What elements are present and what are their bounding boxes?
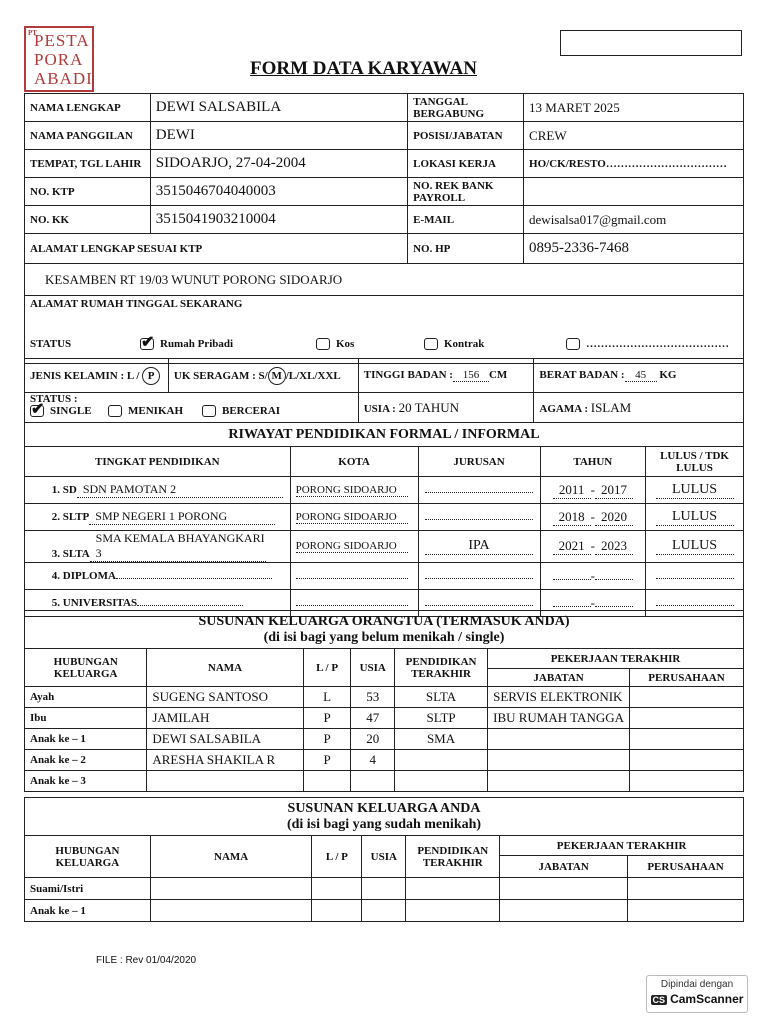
own-family-table (24, 797, 744, 922)
logo-line-1: PESTA (34, 31, 90, 50)
edu-tahun-selesai[interactable]: 2020 (595, 509, 633, 526)
ortu-header-usia: USIA (351, 649, 395, 687)
edu-jurusan[interactable] (425, 605, 533, 606)
edu-header-kota: KOTA (290, 447, 418, 477)
ortu-lp[interactable]: P (303, 750, 351, 771)
kel-header-pend: PENDIDIKAN TERAKHIR (406, 836, 500, 878)
seragam-cell (168, 359, 358, 393)
posisi-field[interactable]: CREW (524, 122, 744, 150)
alamat-sekarang-cell (25, 296, 744, 364)
kel-nama[interactable] (150, 878, 312, 900)
kel-header-lp: L / P (312, 836, 362, 878)
ortu-usia[interactable]: 20 (351, 729, 395, 750)
edu-level-cell (25, 504, 291, 531)
parent-family-subtitle: (di isi bagi yang belum menikah / single) (263, 629, 505, 645)
ortu-pend[interactable] (394, 771, 487, 792)
kel-perusahaan[interactable] (628, 900, 744, 922)
ortu-nama[interactable]: ARESHA SHAKILA R (147, 750, 303, 771)
edu-level: SD (62, 484, 77, 496)
nama-panggilan-field[interactable]: DEWI (150, 122, 407, 150)
edu-level-cell (25, 563, 291, 590)
edu-level: DIPLOMA (62, 570, 116, 582)
menikah-checkbox[interactable] (108, 405, 122, 417)
file-revision: FILE : Rev 01/04/2020 (96, 955, 197, 966)
kk-label: NO. KK (25, 206, 151, 234)
kel-header-jabatan: JABATAN (500, 856, 628, 878)
kos-checkbox[interactable] (316, 338, 330, 350)
edu-header-lulus: LULUS / TDK LULUS (646, 447, 744, 477)
edu-jurusan[interactable] (425, 492, 533, 493)
ortu-pend[interactable]: SLTA (394, 687, 487, 708)
kel-header-usia: USIA (362, 836, 406, 878)
ortu-hub: Anak ke – 2 (25, 750, 147, 771)
ortu-jabatan[interactable] (488, 771, 630, 792)
camscanner-line1: Dipindai dengan (660, 979, 734, 990)
seragam-options: /L/XL/XXL (285, 369, 341, 382)
own-family-title: SUSUNAN KELUARGA ANDA (287, 800, 481, 816)
edu-no: 4. (51, 570, 60, 582)
education-row: 3. SLTASMA KEMALA BHAYANGKARI 3 PORONG SIDOARJO IPA 2021 - 2023 LULUS (25, 531, 744, 563)
edu-level: SLTP (62, 511, 90, 523)
parent-family-row (25, 708, 744, 729)
kel-usia[interactable] (362, 900, 406, 922)
ortu-header-perusahaan: PERUSAHAAN (630, 669, 744, 687)
education-table (24, 422, 744, 617)
ortu-header-jabatan: JABATAN (488, 669, 630, 687)
ttl-label: TEMPAT, TGL LAHIR (25, 150, 151, 178)
company-logo (24, 26, 94, 92)
email-label: E-MAIL (408, 206, 524, 234)
agama-field[interactable]: ISLAM (590, 399, 632, 415)
education-row: 2. SLTP SMP NEGERI 1 PORONG PORONG SIDOARJO 2018 - 2020 LULUS (25, 504, 744, 531)
kos-label: Kos (336, 338, 355, 350)
edu-tahun-mulai[interactable]: 2021 (553, 538, 591, 555)
ortu-usia[interactable] (351, 771, 395, 792)
lokasi-field[interactable]: HO/CK/RESTO…………………………… (524, 150, 744, 178)
ortu-header-pekerjaan: PEKERJAAN TERAKHIR (488, 649, 744, 669)
kel-nama[interactable] (150, 900, 312, 922)
ktp-label: NO. KTP (25, 178, 151, 206)
agama-cell (534, 393, 744, 423)
education-row: 4. DIPLOMA - (25, 563, 744, 590)
edu-tahun-mulai[interactable] (553, 606, 591, 607)
edu-lulus[interactable] (656, 605, 734, 606)
ortu-pend[interactable] (394, 750, 487, 771)
parent-family-title: SUSUNAN KELUARGA ORANGTUA (TERMASUK ANDA) (198, 613, 570, 629)
education-row: 1. SD SDN PAMOTAN 2 PORONG SIDOARJO 2011 - 2017 LULUS (25, 477, 744, 504)
tanggal-bergabung-field[interactable]: 13 MARET 2025 (524, 94, 744, 122)
own-family-row (25, 900, 744, 922)
ortu-perusahaan[interactable] (630, 771, 744, 792)
tinggi-cell (358, 359, 534, 393)
kel-header-pekerjaan: PEKERJAAN TERAKHIR (500, 836, 744, 856)
edu-header-level: TINGKAT PENDIDIKAN (25, 447, 291, 477)
edu-tahun-selesai[interactable]: 2017 (595, 482, 633, 499)
rek-label: NO. REK BANK PAYROLL (408, 178, 524, 206)
rumah-pribadi-checkbox[interactable] (140, 338, 154, 350)
lokasi-label: LOKASI KERJA (408, 150, 524, 178)
logo-pt: PT (28, 29, 37, 37)
edu-tahun-mulai[interactable] (553, 579, 591, 580)
edu-level-cell (25, 477, 291, 504)
kel-jabatan[interactable] (500, 900, 628, 922)
ortu-jabatan[interactable]: SERVIS ELEKTRONIK (488, 687, 630, 708)
berat-field[interactable]: 45 (625, 369, 657, 382)
rek-field[interactable] (524, 178, 744, 206)
edu-school[interactable] (116, 578, 272, 579)
ktp-field[interactable]: 3515046704040003 (150, 178, 407, 206)
ortu-usia[interactable]: 4 (351, 750, 395, 771)
camscanner-watermark (646, 975, 748, 1013)
bercerai-checkbox[interactable] (202, 405, 216, 417)
housing-status-row (30, 338, 738, 350)
edu-no: 5. (51, 597, 60, 609)
logo-line-3: ABADI (34, 69, 93, 88)
parent-family-row (25, 750, 744, 771)
ortu-header-lp: L / P (303, 649, 351, 687)
edu-school[interactable]: SMP NEGERI 1 PORONG (89, 509, 275, 525)
alamat-ktp-label: ALAMAT LENGKAP SESUAI KTP (25, 234, 408, 264)
ortu-lp[interactable]: P (303, 729, 351, 750)
ortu-pend[interactable]: SMA (394, 729, 487, 750)
ortu-nama[interactable]: DEWI SALSABILA (147, 729, 303, 750)
edu-jurusan[interactable] (425, 519, 533, 520)
kel-jabatan[interactable] (500, 878, 628, 900)
kontrak-label: Kontrak (444, 338, 485, 350)
edu-level: SLTA (62, 548, 90, 560)
kel-lp[interactable] (312, 900, 362, 922)
housing-status-label: STATUS (30, 338, 72, 350)
seragam-label: UK SERAGAM : S/ (173, 369, 268, 382)
edu-level: UNIVERSITAS (62, 597, 138, 609)
hp-label: NO. HP (408, 234, 524, 264)
lainnya-label: ………………………………… (586, 338, 729, 350)
single-label: SINGLE (50, 405, 92, 417)
usia-cell (358, 393, 534, 423)
ortu-usia[interactable]: 47 (351, 708, 395, 729)
edu-tahun-selesai[interactable] (595, 579, 633, 580)
parent-family-row (25, 729, 744, 750)
posisi-label: POSISI/JABATAN (408, 122, 524, 150)
ortu-perusahaan[interactable] (630, 729, 744, 750)
edu-header-jurusan: JURUSAN (418, 447, 540, 477)
kel-lp[interactable] (312, 878, 362, 900)
kel-header-hub: HUBUNGAN KELUARGA (25, 836, 151, 878)
nama-panggilan-label: NAMA PANGGILAN (25, 122, 151, 150)
berat-cell (534, 359, 744, 393)
ortu-header-nama: NAMA (147, 649, 303, 687)
logo-line-2: PORA (34, 50, 84, 69)
parent-family-title-cell (25, 611, 744, 649)
marital-label: STATUS : (30, 393, 78, 405)
nama-lengkap-field[interactable]: DEWI SALSABILA (150, 94, 407, 122)
ortu-hub: Ayah (25, 687, 147, 708)
ortu-nama[interactable]: JAMILAH (147, 708, 303, 729)
own-family-subtitle: (di isi bagi yang sudah menikah) (286, 816, 482, 832)
attributes-table (24, 358, 744, 423)
personal-data-table (24, 93, 744, 364)
kel-hub: Suami/Istri (25, 878, 151, 900)
kk-field[interactable]: 3515041903210004 (150, 206, 407, 234)
edu-tahun-selesai[interactable] (595, 606, 633, 607)
ortu-header-hub: HUBUNGAN KELUARGA (25, 649, 147, 687)
kel-pend[interactable] (406, 900, 500, 922)
edu-no: 2. (51, 511, 60, 523)
education-title: RIWAYAT PENDIDIKAN FORMAL / INFORMAL (25, 423, 744, 447)
alamat-sekarang-label: ALAMAT RUMAH TINGGAL SEKARANG (30, 298, 243, 310)
edu-lulus[interactable]: LULUS (656, 482, 734, 499)
edu-no: 1. (51, 484, 60, 496)
edu-kota[interactable] (296, 605, 408, 606)
alamat-ktp-field[interactable]: KESAMBEN RT 19/03 WUNUT PORONG SIDOARJO (25, 264, 744, 296)
email-field[interactable]: dewisalsa017@gmail.com (524, 206, 744, 234)
ortu-hub: Anak ke – 3 (25, 771, 147, 792)
ortu-perusahaan[interactable] (630, 687, 744, 708)
edu-lulus[interactable]: LULUS (656, 509, 734, 526)
edu-jurusan[interactable] (425, 578, 533, 579)
ortu-lp[interactable] (303, 771, 351, 792)
ortu-perusahaan[interactable] (630, 750, 744, 771)
tinggi-label: TINGGI BADAN : (363, 369, 453, 381)
ortu-perusahaan[interactable] (630, 708, 744, 729)
ortu-hub: Anak ke – 1 (25, 729, 147, 750)
usia-field[interactable]: 20 TAHUN (398, 399, 460, 415)
kontrak-checkbox[interactable] (424, 338, 438, 350)
menikah-label: MENIKAH (128, 405, 183, 417)
lainnya-checkbox[interactable] (566, 338, 580, 350)
hp-field[interactable]: 0895-2336-7468 (524, 234, 744, 264)
edu-jurusan[interactable]: IPA (425, 538, 533, 555)
ortu-lp[interactable]: L (303, 687, 351, 708)
kel-header-nama: NAMA (150, 836, 312, 878)
kel-pend[interactable] (406, 878, 500, 900)
nama-lengkap-label: NAMA LENGKAP (25, 94, 151, 122)
kel-header-perusahaan: PERUSAHAAN (628, 856, 744, 878)
ortu-jabatan[interactable] (488, 729, 630, 750)
ortu-nama[interactable]: SUGENG SANTOSO (147, 687, 303, 708)
kel-usia[interactable] (362, 878, 406, 900)
ortu-pend[interactable]: SLTP (394, 708, 487, 729)
jenis-kelamin-selected[interactable]: P (142, 367, 160, 385)
own-family-title-cell (25, 798, 744, 836)
tinggi-field[interactable]: 156 (453, 369, 489, 382)
usia-label: USIA : (363, 402, 396, 415)
ortu-jabatan[interactable]: IBU RUMAH TANGGA (488, 708, 630, 729)
edu-tahun-selesai[interactable]: 2023 (595, 538, 633, 555)
edu-lulus[interactable]: LULUS (656, 538, 734, 555)
edu-kota[interactable] (296, 578, 408, 579)
edu-kota[interactable]: PORONG SIDOARJO (296, 540, 408, 553)
parent-family-row (25, 771, 744, 792)
jenis-kelamin-cell (25, 359, 169, 393)
marital-cell (25, 393, 359, 423)
form-title: FORM DATA KARYAWAN (250, 58, 477, 79)
ortu-header-pend: PENDIDIKAN TERAKHIR (394, 649, 487, 687)
edu-lulus[interactable] (656, 578, 734, 579)
tanggal-bergabung-label: TANGGAL BERGABUNG (408, 94, 524, 122)
edu-kota[interactable]: PORONG SIDOARJO (296, 511, 408, 524)
kel-perusahaan[interactable] (628, 878, 744, 900)
form-code-box (560, 30, 742, 56)
edu-school[interactable]: SDN PAMOTAN 2 (77, 482, 283, 498)
edu-school[interactable] (137, 605, 243, 606)
own-family-row (25, 878, 744, 900)
edu-no: 3. (51, 548, 60, 560)
bercerai-label: BERCERAI (222, 405, 281, 417)
edu-tahun-mulai[interactable]: 2018 (553, 509, 591, 526)
ortu-jabatan[interactable] (488, 750, 630, 771)
edu-school[interactable]: SMA KEMALA BHAYANGKARI 3 (90, 531, 266, 562)
agama-label: AGAMA : (539, 402, 588, 415)
ortu-usia[interactable]: 53 (351, 687, 395, 708)
ttl-field[interactable]: SIDOARJO, 27-04-2004 (150, 150, 407, 178)
parent-family-row (25, 687, 744, 708)
education-row: 5. UNIVERSITAS - (25, 590, 744, 617)
edu-kota[interactable]: PORONG SIDOARJO (296, 484, 408, 497)
camscanner-line2: CamScanner (670, 992, 744, 1006)
tinggi-unit: CM (488, 369, 508, 381)
edu-tahun-mulai[interactable]: 2011 (553, 482, 591, 499)
ortu-lp[interactable]: P (303, 708, 351, 729)
rumah-pribadi-label: Rumah Pribadi (160, 338, 234, 350)
single-checkbox[interactable] (30, 405, 44, 417)
camscanner-badge: CS (652, 995, 666, 1005)
parent-family-table (24, 610, 744, 792)
seragam-selected[interactable]: M (268, 367, 286, 385)
kel-hub: Anak ke – 1 (25, 900, 151, 922)
edu-header-tahun: TAHUN (540, 447, 646, 477)
berat-unit: KG (659, 369, 677, 381)
berat-label: BERAT BADAN : (539, 369, 625, 381)
ortu-nama[interactable] (147, 771, 303, 792)
edu-level-cell (25, 531, 291, 563)
jenis-kelamin-label: JENIS KELAMIN : L / (30, 369, 140, 382)
ortu-hub: Ibu (25, 708, 147, 729)
